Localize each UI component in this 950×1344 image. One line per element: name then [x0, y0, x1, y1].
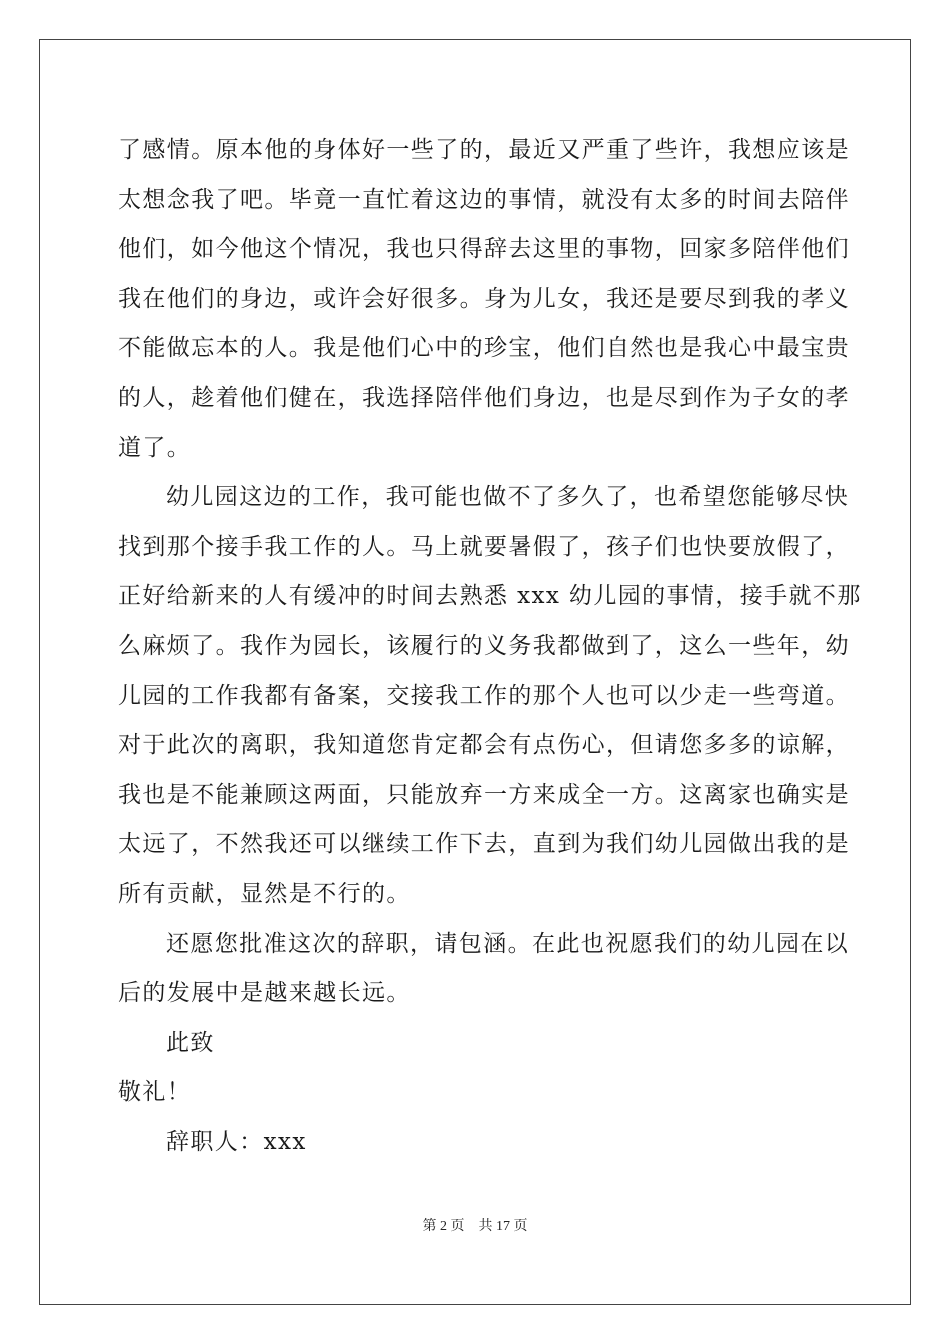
body-line: 道了。 [118, 434, 192, 461]
body-line: 对于此次的离职，我知道您肯定都会有点伤心，但请您多多的谅解， [118, 732, 850, 759]
body-line: 不能做忘本的人。我是他们心中的珍宝，他们自然也是我心中最宝贵 [118, 335, 850, 362]
body-line: 幼儿园这边的工作，我可能也做不了多久了，也希望您能够尽快 [166, 484, 850, 511]
body-line: 么麻烦了。我作为园长，该履行的义务我都做到了，这么一些年，幼 [118, 632, 850, 659]
closing-regards: 敬礼！ [118, 1079, 192, 1106]
body-line: 了感情。原本他的身体好一些了的，最近又严重了些许，我想应该是 [118, 137, 850, 163]
body-line: 太想念我了吧。毕竟一直忙着这边的事情，就没有太多的时间去陪伴 [118, 186, 850, 213]
signature-line: 辞职人：xxx [166, 1128, 307, 1155]
body-line: 后的发展中是越来越长远。 [118, 980, 411, 1007]
body-line: 太远了，不然我还可以继续工作下去，直到为我们幼儿园做出我的是 [118, 831, 850, 858]
body-line: 的人，趁着他们健在，我选择陪伴他们身边，也是尽到作为子女的孝 [118, 384, 850, 411]
body-line: 还愿您批准这次的辞职，请包涵。在此也祝愿我们的幼儿园在以 [166, 930, 850, 957]
body-line: 他们，如今他这个情况，我也只得辞去这里的事物，回家多陪伴他们 [118, 236, 850, 263]
closing-salutation: 此致 [166, 1029, 215, 1056]
body-line: 所有贡献，显然是不行的。 [118, 880, 411, 907]
page-number: 第 2 页 [422, 1219, 465, 1234]
body-line: 我也是不能兼顾这两面，只能放弃一方来成全一方。这离家也确实是 [118, 781, 850, 808]
page-total: 共 17 页 [478, 1219, 528, 1234]
body-line: 找到那个接手我工作的人。马上就要暑假了，孩子们也快要放假了， [118, 533, 850, 560]
body-line: 我在他们的身边，或许会好很多。身为儿女，我还是要尽到我的孝义 [118, 285, 850, 312]
body-line: 儿园的工作我都有备案，交接我工作的那个人也可以少走一些弯道。 [118, 682, 850, 709]
letter-body [118, 128, 862, 1169]
page-footer [0, 1218, 950, 1236]
body-line: 正好给新来的人有缓冲的时间去熟悉 xxx 幼儿园的事情，接手就不那 [118, 583, 862, 610]
